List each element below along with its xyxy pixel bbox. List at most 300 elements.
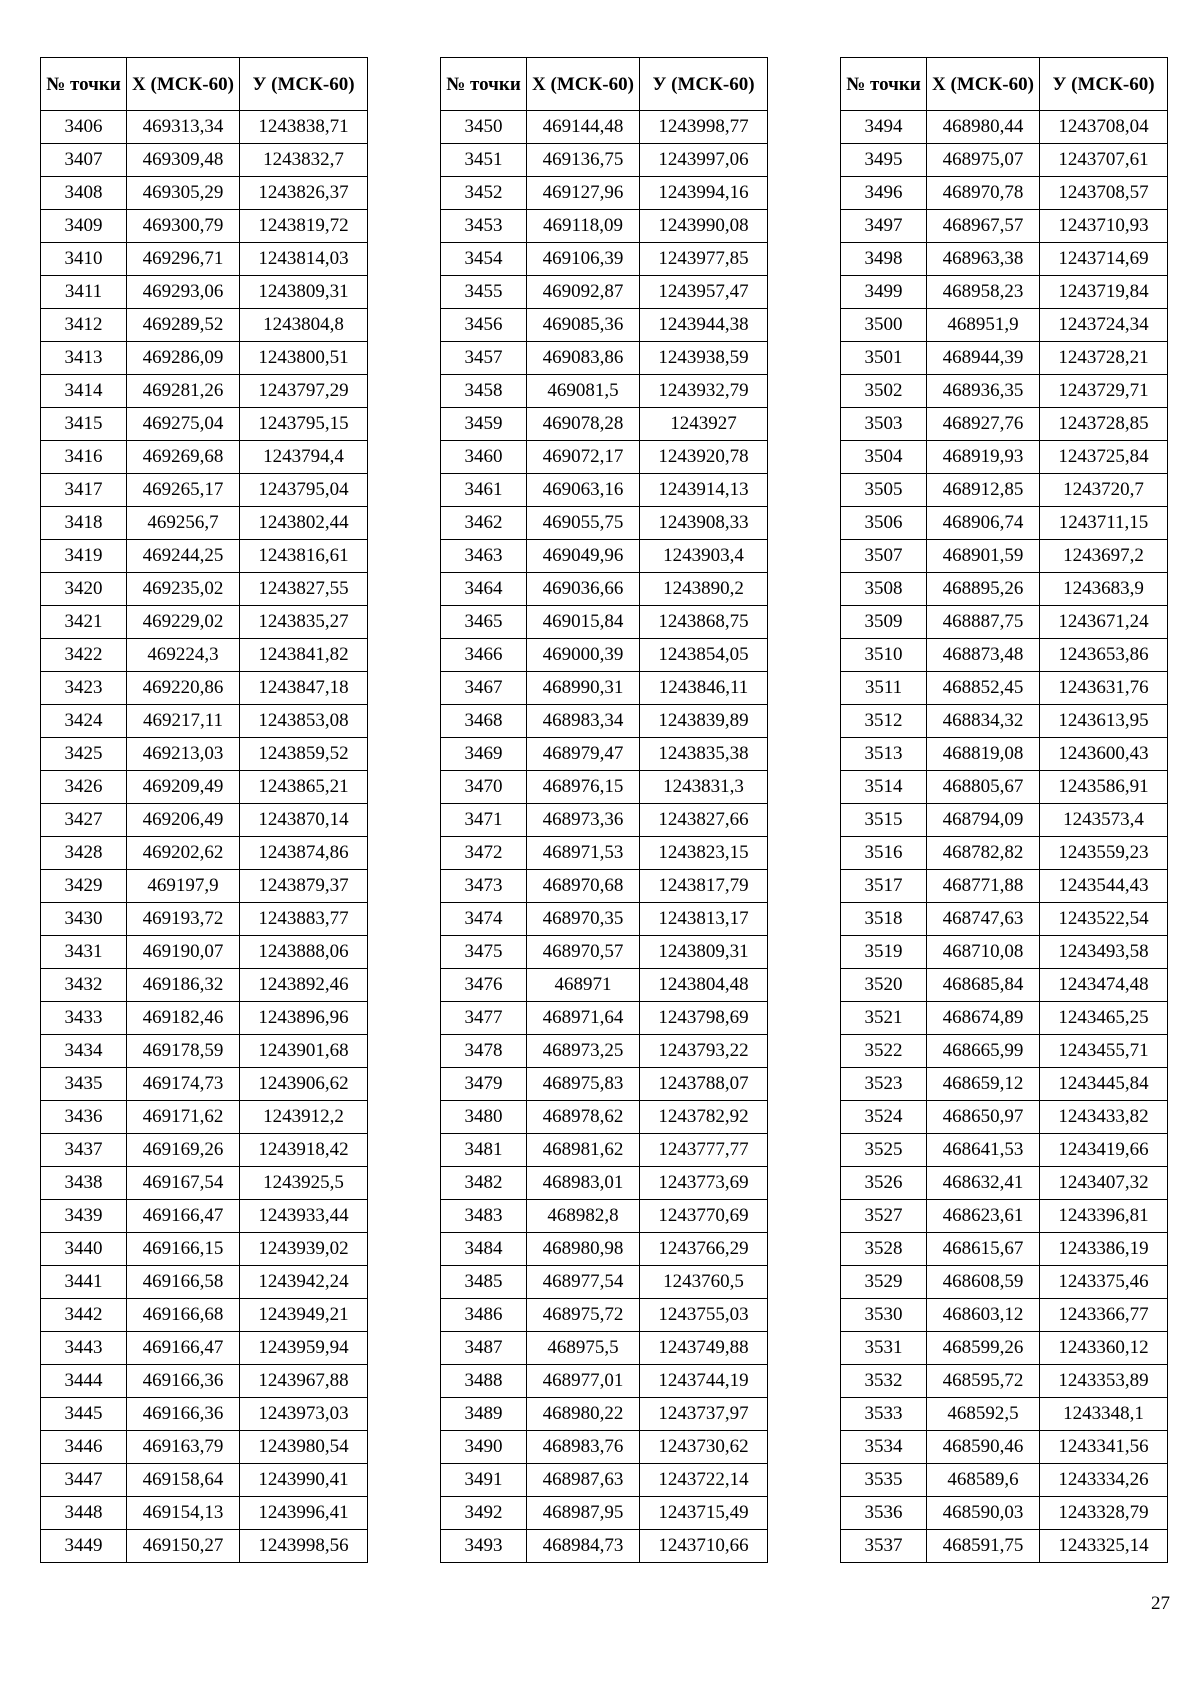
point-number-cell: 3486 (441, 1299, 527, 1332)
point-number-cell: 3461 (441, 474, 527, 507)
point-number-cell: 3408 (41, 177, 127, 210)
point-number-cell: 3534 (841, 1431, 927, 1464)
table-row (41, 1365, 368, 1398)
point-number-cell: 3420 (41, 573, 127, 606)
x-coordinate-cell: 469244,25 (127, 540, 240, 573)
table-row (441, 1068, 768, 1101)
point-number-cell: 3412 (41, 309, 127, 342)
y-coordinate-cell: 1243804,8 (240, 309, 368, 342)
y-coordinate-cell: 1243847,18 (240, 672, 368, 705)
x-coordinate-cell: 469217,11 (127, 705, 240, 738)
x-coordinate-cell: 468771,88 (927, 870, 1040, 903)
y-coordinate-cell: 1243827,66 (640, 804, 768, 837)
y-coordinate-cell: 1243816,61 (240, 540, 368, 573)
point-number-cell: 3482 (441, 1167, 527, 1200)
point-number-cell: 3535 (841, 1464, 927, 1497)
point-number-cell: 3455 (441, 276, 527, 309)
table-row (41, 936, 368, 969)
point-number-cell: 3519 (841, 936, 927, 969)
table-row (441, 672, 768, 705)
table-row (841, 243, 1168, 276)
table-row (841, 804, 1168, 837)
x-coordinate-cell: 468971 (527, 969, 640, 1002)
y-coordinate-cell: 1243770,69 (640, 1200, 768, 1233)
y-coordinate-cell: 1243918,42 (240, 1134, 368, 1167)
y-coordinate-cell: 1243827,55 (240, 573, 368, 606)
header-x-coordinate: Х (МСК-60) (127, 58, 240, 111)
x-coordinate-cell: 468819,08 (927, 738, 1040, 771)
table-row (441, 243, 768, 276)
x-coordinate-cell: 468590,03 (927, 1497, 1040, 1530)
y-coordinate-cell: 1243809,31 (240, 276, 368, 309)
table-row (841, 474, 1168, 507)
y-coordinate-cell: 1243773,69 (640, 1167, 768, 1200)
y-coordinate-cell: 1243328,79 (1040, 1497, 1168, 1530)
table-row (41, 1101, 368, 1134)
point-number-cell: 3515 (841, 804, 927, 837)
x-coordinate-cell: 469036,66 (527, 573, 640, 606)
table-row (41, 1332, 368, 1365)
point-number-cell: 3413 (41, 342, 127, 375)
table-row (41, 210, 368, 243)
y-coordinate-cell: 1243793,22 (640, 1035, 768, 1068)
x-coordinate-cell: 469000,39 (527, 639, 640, 672)
table-row (41, 375, 368, 408)
point-number-cell: 3488 (441, 1365, 527, 1398)
x-coordinate-cell: 468963,38 (927, 243, 1040, 276)
y-coordinate-cell: 1243980,54 (240, 1431, 368, 1464)
table-row (841, 408, 1168, 441)
table-row (841, 210, 1168, 243)
point-number-cell: 3433 (41, 1002, 127, 1035)
x-coordinate-cell: 469193,72 (127, 903, 240, 936)
y-coordinate-cell: 1243631,76 (1040, 672, 1168, 705)
table-row (41, 441, 368, 474)
point-number-cell: 3506 (841, 507, 927, 540)
y-coordinate-cell: 1243938,59 (640, 342, 768, 375)
y-coordinate-cell: 1243794,4 (240, 441, 368, 474)
y-coordinate-cell: 1243708,57 (1040, 177, 1168, 210)
point-number-cell: 3531 (841, 1332, 927, 1365)
y-coordinate-cell: 1243809,31 (640, 936, 768, 969)
table-row (441, 837, 768, 870)
point-number-cell: 3418 (41, 507, 127, 540)
table-row (41, 1398, 368, 1431)
x-coordinate-cell: 468834,32 (927, 705, 1040, 738)
point-number-cell: 3422 (41, 639, 127, 672)
point-number-cell: 3498 (841, 243, 927, 276)
x-coordinate-cell: 469106,39 (527, 243, 640, 276)
table-row (841, 1002, 1168, 1035)
point-number-cell: 3496 (841, 177, 927, 210)
point-number-cell: 3446 (41, 1431, 127, 1464)
table-row (441, 936, 768, 969)
table-row (441, 771, 768, 804)
x-coordinate-cell: 468967,57 (927, 210, 1040, 243)
point-number-cell: 3526 (841, 1167, 927, 1200)
table-header-row (41, 58, 368, 111)
y-coordinate-cell: 1243795,04 (240, 474, 368, 507)
point-number-cell: 3440 (41, 1233, 127, 1266)
y-coordinate-cell: 1243744,19 (640, 1365, 768, 1398)
table-row (841, 870, 1168, 903)
table-row (441, 309, 768, 342)
y-coordinate-cell: 1243868,75 (640, 606, 768, 639)
page-number: 27 (1151, 1593, 1170, 1614)
header-point-number: № точки (41, 58, 127, 111)
y-coordinate-cell: 1243832,7 (240, 144, 368, 177)
point-number-cell: 3409 (41, 210, 127, 243)
x-coordinate-cell: 469182,46 (127, 1002, 240, 1035)
x-coordinate-cell: 468977,01 (527, 1365, 640, 1398)
point-number-cell: 3430 (41, 903, 127, 936)
y-coordinate-cell: 1243892,46 (240, 969, 368, 1002)
y-coordinate-cell: 1243341,56 (1040, 1431, 1168, 1464)
x-coordinate-cell: 469078,28 (527, 408, 640, 441)
table-row (41, 243, 368, 276)
x-coordinate-cell: 469081,5 (527, 375, 640, 408)
point-number-cell: 3500 (841, 309, 927, 342)
table-row (41, 969, 368, 1002)
table-row (441, 1332, 768, 1365)
y-coordinate-cell: 1243573,4 (1040, 804, 1168, 837)
point-number-cell: 3425 (41, 738, 127, 771)
point-number-cell: 3490 (441, 1431, 527, 1464)
point-number-cell: 3472 (441, 837, 527, 870)
y-coordinate-cell: 1243683,9 (1040, 573, 1168, 606)
x-coordinate-cell: 468944,39 (927, 342, 1040, 375)
point-number-cell: 3471 (441, 804, 527, 837)
y-coordinate-cell: 1243839,89 (640, 705, 768, 738)
table-row (441, 903, 768, 936)
x-coordinate-cell: 468970,68 (527, 870, 640, 903)
x-coordinate-cell: 468650,97 (927, 1101, 1040, 1134)
y-coordinate-cell: 1243813,17 (640, 903, 768, 936)
y-coordinate-cell: 1243600,43 (1040, 738, 1168, 771)
table-row (41, 639, 368, 672)
point-number-cell: 3454 (441, 243, 527, 276)
y-coordinate-cell: 1243795,15 (240, 408, 368, 441)
y-coordinate-cell: 1243994,16 (640, 177, 768, 210)
x-coordinate-cell: 468971,53 (527, 837, 640, 870)
x-coordinate-cell: 469163,79 (127, 1431, 240, 1464)
x-coordinate-cell: 469309,48 (127, 144, 240, 177)
x-coordinate-cell: 468782,82 (927, 837, 1040, 870)
table-row (441, 969, 768, 1002)
y-coordinate-cell: 1243973,03 (240, 1398, 368, 1431)
x-coordinate-cell: 468975,72 (527, 1299, 640, 1332)
y-coordinate-cell: 1243865,21 (240, 771, 368, 804)
point-number-cell: 3435 (41, 1068, 127, 1101)
point-number-cell: 3431 (41, 936, 127, 969)
point-number-cell: 3421 (41, 606, 127, 639)
x-coordinate-cell: 469235,02 (127, 573, 240, 606)
table-row (441, 276, 768, 309)
x-coordinate-cell: 469083,86 (527, 342, 640, 375)
y-coordinate-cell: 1243465,25 (1040, 1002, 1168, 1035)
point-number-cell: 3501 (841, 342, 927, 375)
point-number-cell: 3477 (441, 1002, 527, 1035)
table-row (841, 1332, 1168, 1365)
y-coordinate-cell: 1243724,34 (1040, 309, 1168, 342)
table-row (841, 1233, 1168, 1266)
x-coordinate-cell: 468980,98 (527, 1233, 640, 1266)
y-coordinate-cell: 1243725,84 (1040, 441, 1168, 474)
point-number-cell: 3481 (441, 1134, 527, 1167)
point-number-cell: 3419 (41, 540, 127, 573)
table-row (441, 177, 768, 210)
y-coordinate-cell: 1243967,88 (240, 1365, 368, 1398)
point-number-cell: 3487 (441, 1332, 527, 1365)
table-row (441, 1266, 768, 1299)
point-number-cell: 3434 (41, 1035, 127, 1068)
table-row (41, 1299, 368, 1332)
x-coordinate-cell: 469305,29 (127, 177, 240, 210)
y-coordinate-cell: 1243853,08 (240, 705, 368, 738)
y-coordinate-cell: 1243697,2 (1040, 540, 1168, 573)
table-row (841, 144, 1168, 177)
x-coordinate-cell: 469296,71 (127, 243, 240, 276)
point-number-cell: 3429 (41, 870, 127, 903)
table-row (41, 309, 368, 342)
x-coordinate-cell: 469220,86 (127, 672, 240, 705)
table-row (41, 1431, 368, 1464)
y-coordinate-cell: 1243729,71 (1040, 375, 1168, 408)
table-row (41, 837, 368, 870)
point-number-cell: 3510 (841, 639, 927, 672)
table-row (41, 474, 368, 507)
point-number-cell: 3470 (441, 771, 527, 804)
table-row (41, 738, 368, 771)
point-number-cell: 3528 (841, 1233, 927, 1266)
y-coordinate-cell: 1243903,4 (640, 540, 768, 573)
y-coordinate-cell: 1243715,49 (640, 1497, 768, 1530)
point-number-cell: 3457 (441, 342, 527, 375)
x-coordinate-cell: 469167,54 (127, 1167, 240, 1200)
header-y-coordinate: У (МСК-60) (1040, 58, 1168, 111)
y-coordinate-cell: 1243800,51 (240, 342, 368, 375)
table-row (441, 804, 768, 837)
x-coordinate-cell: 468592,5 (927, 1398, 1040, 1431)
y-coordinate-cell: 1243835,27 (240, 606, 368, 639)
point-number-cell: 3450 (441, 111, 527, 144)
header-point-number: № точки (441, 58, 527, 111)
table-row (441, 1167, 768, 1200)
x-coordinate-cell: 468970,57 (527, 936, 640, 969)
table-row (41, 1002, 368, 1035)
point-number-cell: 3491 (441, 1464, 527, 1497)
x-coordinate-cell: 469158,64 (127, 1464, 240, 1497)
table-row (441, 540, 768, 573)
y-coordinate-cell: 1243749,88 (640, 1332, 768, 1365)
table-row (441, 144, 768, 177)
y-coordinate-cell: 1243755,03 (640, 1299, 768, 1332)
x-coordinate-cell: 469300,79 (127, 210, 240, 243)
header-point-number: № точки (841, 58, 927, 111)
point-number-cell: 3467 (441, 672, 527, 705)
table-row (441, 1365, 768, 1398)
point-number-cell: 3456 (441, 309, 527, 342)
table-row (441, 639, 768, 672)
x-coordinate-cell: 469154,13 (127, 1497, 240, 1530)
table-row (841, 837, 1168, 870)
x-coordinate-cell: 468595,72 (927, 1365, 1040, 1398)
table-row (41, 408, 368, 441)
y-coordinate-cell: 1243730,62 (640, 1431, 768, 1464)
table-row (841, 1530, 1168, 1563)
point-number-cell: 3459 (441, 408, 527, 441)
point-number-cell: 3497 (841, 210, 927, 243)
y-coordinate-cell: 1243990,41 (240, 1464, 368, 1497)
point-number-cell: 3537 (841, 1530, 927, 1563)
point-number-cell: 3438 (41, 1167, 127, 1200)
table-row (841, 1134, 1168, 1167)
y-coordinate-cell: 1243933,44 (240, 1200, 368, 1233)
point-number-cell: 3513 (841, 738, 927, 771)
x-coordinate-cell: 468970,78 (927, 177, 1040, 210)
x-coordinate-cell: 468895,26 (927, 573, 1040, 606)
x-coordinate-cell: 468983,34 (527, 705, 640, 738)
y-coordinate-cell: 1243859,52 (240, 738, 368, 771)
table-row (41, 342, 368, 375)
y-coordinate-cell: 1243870,14 (240, 804, 368, 837)
table-row (441, 1299, 768, 1332)
point-number-cell: 3465 (441, 606, 527, 639)
y-coordinate-cell: 1243804,48 (640, 969, 768, 1002)
y-coordinate-cell: 1243914,13 (640, 474, 768, 507)
y-coordinate-cell: 1243559,23 (1040, 837, 1168, 870)
point-number-cell: 3415 (41, 408, 127, 441)
table-row (441, 738, 768, 771)
point-number-cell: 3426 (41, 771, 127, 804)
y-coordinate-cell: 1243925,5 (240, 1167, 368, 1200)
y-coordinate-cell: 1243906,62 (240, 1068, 368, 1101)
y-coordinate-cell: 1243777,77 (640, 1134, 768, 1167)
table-row (41, 144, 368, 177)
x-coordinate-cell: 469166,68 (127, 1299, 240, 1332)
table-row (41, 111, 368, 144)
y-coordinate-cell: 1243720,7 (1040, 474, 1168, 507)
x-coordinate-cell: 468590,46 (927, 1431, 1040, 1464)
x-coordinate-cell: 469197,9 (127, 870, 240, 903)
coordinates-table-3 (840, 57, 1168, 1563)
point-number-cell: 3516 (841, 837, 927, 870)
x-coordinate-cell: 468973,36 (527, 804, 640, 837)
point-number-cell: 3463 (441, 540, 527, 573)
y-coordinate-cell: 1243653,86 (1040, 639, 1168, 672)
x-coordinate-cell: 469118,09 (527, 210, 640, 243)
y-coordinate-cell: 1243977,85 (640, 243, 768, 276)
y-coordinate-cell: 1243912,2 (240, 1101, 368, 1134)
x-coordinate-cell: 469063,16 (527, 474, 640, 507)
point-number-cell: 3517 (841, 870, 927, 903)
point-number-cell: 3521 (841, 1002, 927, 1035)
x-coordinate-cell: 468659,12 (927, 1068, 1040, 1101)
x-coordinate-cell: 469286,09 (127, 342, 240, 375)
table-row (41, 1167, 368, 1200)
table-row (841, 1365, 1168, 1398)
table-row (441, 1530, 768, 1563)
point-number-cell: 3448 (41, 1497, 127, 1530)
x-coordinate-cell: 469186,32 (127, 969, 240, 1002)
x-coordinate-cell: 468901,59 (927, 540, 1040, 573)
point-number-cell: 3449 (41, 1530, 127, 1563)
y-coordinate-cell: 1243728,85 (1040, 408, 1168, 441)
point-number-cell: 3480 (441, 1101, 527, 1134)
point-number-cell: 3458 (441, 375, 527, 408)
y-coordinate-cell: 1243348,1 (1040, 1398, 1168, 1431)
x-coordinate-cell: 468632,41 (927, 1167, 1040, 1200)
table-row (441, 408, 768, 441)
table-row (841, 375, 1168, 408)
x-coordinate-cell: 468589,6 (927, 1464, 1040, 1497)
table-row (841, 1497, 1168, 1530)
point-number-cell: 3439 (41, 1200, 127, 1233)
y-coordinate-cell: 1243888,06 (240, 936, 368, 969)
point-number-cell: 3462 (441, 507, 527, 540)
x-coordinate-cell: 469275,04 (127, 408, 240, 441)
table-row (41, 903, 368, 936)
x-coordinate-cell: 468978,62 (527, 1101, 640, 1134)
x-coordinate-cell: 469289,52 (127, 309, 240, 342)
x-coordinate-cell: 469092,87 (527, 276, 640, 309)
point-number-cell: 3532 (841, 1365, 927, 1398)
point-number-cell: 3407 (41, 144, 127, 177)
x-coordinate-cell: 469229,02 (127, 606, 240, 639)
x-coordinate-cell: 468987,95 (527, 1497, 640, 1530)
table-row (41, 1035, 368, 1068)
x-coordinate-cell: 469171,62 (127, 1101, 240, 1134)
x-coordinate-cell: 469313,34 (127, 111, 240, 144)
table-row (41, 1134, 368, 1167)
table-row (41, 804, 368, 837)
x-coordinate-cell: 469224,3 (127, 639, 240, 672)
x-coordinate-cell: 469136,75 (527, 144, 640, 177)
x-coordinate-cell: 468805,67 (927, 771, 1040, 804)
y-coordinate-cell: 1243883,77 (240, 903, 368, 936)
table-row (41, 276, 368, 309)
header-y-coordinate: У (МСК-60) (240, 58, 368, 111)
point-number-cell: 3536 (841, 1497, 927, 1530)
y-coordinate-cell: 1243835,38 (640, 738, 768, 771)
y-coordinate-cell: 1243957,47 (640, 276, 768, 309)
table-row (41, 540, 368, 573)
point-number-cell: 3476 (441, 969, 527, 1002)
x-coordinate-cell: 468982,8 (527, 1200, 640, 1233)
y-coordinate-cell: 1243788,07 (640, 1068, 768, 1101)
y-coordinate-cell: 1243586,91 (1040, 771, 1168, 804)
y-coordinate-cell: 1243927 (640, 408, 768, 441)
y-coordinate-cell: 1243901,68 (240, 1035, 368, 1068)
y-coordinate-cell: 1243802,44 (240, 507, 368, 540)
point-number-cell: 3507 (841, 540, 927, 573)
table-row (841, 738, 1168, 771)
point-number-cell: 3437 (41, 1134, 127, 1167)
x-coordinate-cell: 469144,48 (527, 111, 640, 144)
table-row (841, 1398, 1168, 1431)
x-coordinate-cell: 468623,61 (927, 1200, 1040, 1233)
x-coordinate-cell: 469265,17 (127, 474, 240, 507)
point-number-cell: 3406 (41, 111, 127, 144)
point-number-cell: 3504 (841, 441, 927, 474)
table-row (441, 1431, 768, 1464)
point-number-cell: 3447 (41, 1464, 127, 1497)
table-row (441, 441, 768, 474)
table-row (41, 1464, 368, 1497)
table-row (41, 1068, 368, 1101)
y-coordinate-cell: 1243997,06 (640, 144, 768, 177)
y-coordinate-cell: 1243710,93 (1040, 210, 1168, 243)
